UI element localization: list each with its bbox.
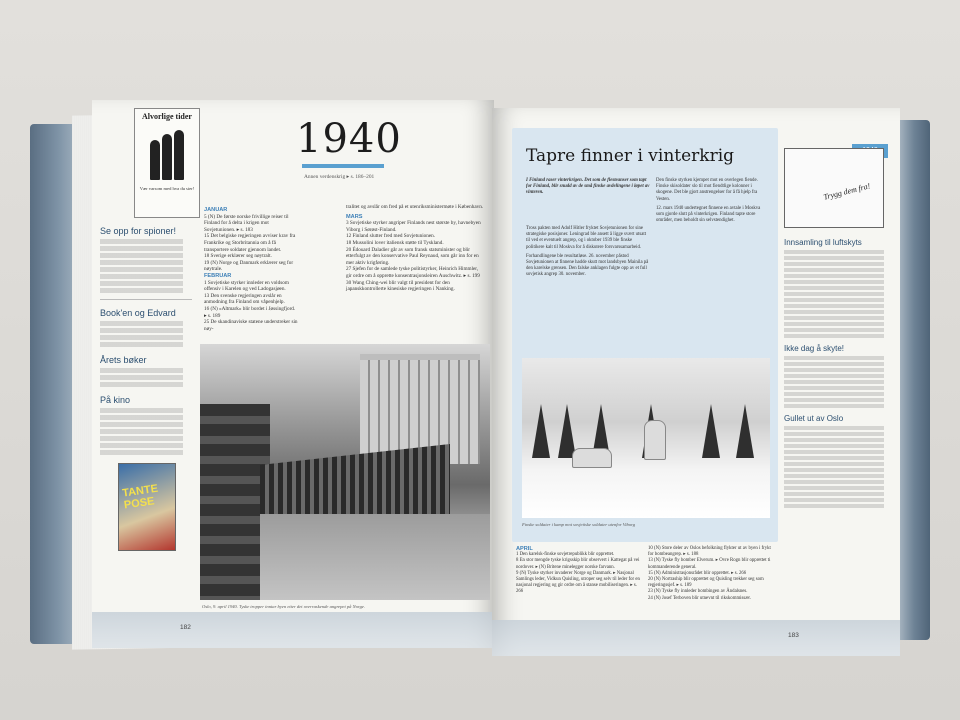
sidebar-text xyxy=(100,239,192,293)
feature-paragraph: Forhandlingene ble resultatløse. 26. november påstod Sovjetunionen at finnene hadde skutt mot landsbyen Mainila på den karelske grensen. Den falske anklagen fulgte opp av et full sovjetisk angrep 30. november. xyxy=(526,253,649,278)
left-sidebar xyxy=(100,108,195,624)
chronology-item: 1 Den karelsk-finske sovjetrepublikk blir opprettet. xyxy=(516,552,615,558)
chronology-item: 5 (N) De første norske frivillige reiser til Finland for å delta i krigen mot Sovjetunionen. ▸ s. 183 xyxy=(204,213,289,233)
feature-paragraph: Tross pakten med Adolf Hitler fryktet Sovjetunionen for sine strategiske posisjoner. Leningrad ble ansett å ligge svært utsatt til ved et eventuelt angrep, og i oktober 1939 ble finske politikere kalt til Moskva for å diskutere forsvarssamarbeid. xyxy=(526,226,647,250)
year-underline xyxy=(302,164,384,168)
photo-tree xyxy=(736,404,754,458)
feature-box xyxy=(512,128,778,542)
sidebar-text xyxy=(100,368,192,387)
photo-marching-troops xyxy=(260,444,450,514)
sidebar-heading: Innsamling til luftskyts xyxy=(784,238,862,247)
page-number: 183 xyxy=(788,632,799,639)
chronology-item: 13 (N) Tyske fly bomber Elverum. ▸ Ovre Rogn blir opprettet ti kommanderende general. xyxy=(648,558,771,570)
chronology-item: 27 Sjefen for de samlede tyske politistyrker, Heinrich Himmler, gir ordre om å opprette konsentrasjonsleiren Auschwitz. ▸ s. 199 xyxy=(346,266,480,279)
feature-title: Tapre finner i vinterkrig xyxy=(526,146,735,166)
chronology-item: 13 Den svenske regjeringen avslår en anmodning fra Finland om våpenhjelp. xyxy=(204,292,285,306)
year-heading: 1940 xyxy=(296,116,402,162)
photo-troops-oslo xyxy=(200,344,490,600)
chronology-item: 30 Wang Ching-wei blir valgt til president for den japanskkontrollerte kinesiske regjeringen i Nanking. xyxy=(346,279,455,293)
feature-paragraph: Den finske styrken kjempet mot en overlegen fiende. Finske skisoldater slo til mot fiendtlige kolonner i skogene. Det ble gjort anstrengelser for å få hjelp fra Vesten. xyxy=(656,178,758,202)
right-sidebar xyxy=(784,128,892,638)
left-page xyxy=(92,100,494,648)
year-reference: Annen verdenskrig ▸ s. 186–201 xyxy=(304,174,375,180)
photo-caption: Oslo, 9. april 1940. Tyske tropper inntar byen etter det overraskende angrepet på Norge. xyxy=(202,604,366,609)
chronology-item: 9 (N) Tyske styrker invaderer Norge og Danmark. ▸ Nasjonal Samlings leder, Vidkun Quisling, utroper seg selv til leder for en nasjonal regjering og gir ordre om å stanse mobiliseringen. ▸ s. 266 xyxy=(516,570,640,595)
chronology-item: 23 (N) Tyske fly innleder bombingen av Åndalsnes. xyxy=(648,589,748,595)
chronology-item: 18 Sverige erklærer seg nøytralt. xyxy=(204,253,272,260)
feature-lead: I Finland raser vinterkrigen. Det som de flesteanser som tapt for Finland, blir snudd av de små finske avdelingene i løpet av vinteren. xyxy=(526,178,650,196)
photo-winter-war xyxy=(522,358,770,518)
chronology-item: 18 Mussolini lover italiensk støtte til Tyskland. xyxy=(346,239,444,246)
divider xyxy=(100,299,192,300)
photo-soldier xyxy=(644,420,666,460)
chronology-item: 8 En stor mengde tyske krigsskip blir observert i Kattegat på vei nordover. ▸ (N) Britene minelegger norske farvann. xyxy=(516,558,640,570)
page-footer-strip xyxy=(92,612,494,648)
month-label: JANUAR xyxy=(204,207,228,213)
figure-silhouette xyxy=(150,140,160,180)
poster-title: Alvorlige tider xyxy=(142,112,192,121)
chronology-item: 3 Sovjetiske styrker angriper Finlands nest største by, havnebyen Viborg i Sørøst-Finland. xyxy=(346,220,481,233)
month-label: MARS xyxy=(346,213,363,220)
sidebar-heading: Book'en og Edvard xyxy=(100,308,176,318)
sidebar-heading: Årets bøker xyxy=(100,355,147,365)
chronology-column-1 xyxy=(204,204,298,273)
page-number: 182 xyxy=(180,624,191,631)
photo-caption: Finske soldater i kamp mot sovjetiske soldater utenfor Viborg xyxy=(522,522,636,527)
chronology-column-2 xyxy=(346,204,484,293)
feature-paragraph: 12. mars 1940 undertegnet finnene en avtale i Moskva som gjorde slutt på vinterkrigen. Finland tapte store områder, men beholdt sin selvstendighet. xyxy=(656,205,761,224)
chronology-column-1b xyxy=(204,270,298,332)
chronology-item: 24 (N) Josef Terboven blir utnevnt til rikskommissær. xyxy=(648,595,751,601)
photo-tree xyxy=(702,404,720,458)
feature-column-2 xyxy=(656,178,768,224)
chronology-item: 16 (N) «Altmark» blir bordet i Jøssingfjord. ▸ s. 189 xyxy=(204,305,296,319)
month-label: FEBRUAR xyxy=(204,273,232,279)
sidebar-heading: Se opp for spioner! xyxy=(100,226,177,236)
chronology-item: 15 (N) Administrasjonsrådet blir opprettet. ▸ s. 266 xyxy=(648,570,747,576)
chronology-item: 1 Sovjetiske styrker innleder en voldsom offensiv i Karelen og ved Ladogasjøen. xyxy=(204,279,289,293)
chronology-column-4 xyxy=(648,546,776,602)
sketch-illustration xyxy=(784,148,884,228)
sidebar-text xyxy=(784,356,884,408)
figure-silhouette xyxy=(174,130,184,180)
sidebar-heading: Gullet ut av Oslo xyxy=(784,414,844,423)
film-poster-title: TANTE POSE xyxy=(121,482,159,512)
photo-road xyxy=(260,514,490,600)
propaganda-poster xyxy=(134,108,200,218)
chronology-item: tralitet og avslår om fred på et utenriksministermøte i København. xyxy=(346,204,484,210)
sidebar-text xyxy=(100,408,192,455)
sidebar-text xyxy=(784,426,884,508)
poster-figures xyxy=(138,128,196,180)
chronology-item: 20 Édouard Daladier går av som fransk statsminister og blir etterfulgt av den konservative Paul Reynaud, som går inn for en mer aktiv krigføring. xyxy=(346,246,479,266)
right-page xyxy=(492,108,900,656)
sidebar-text xyxy=(784,250,884,338)
chronology-item: 19 (N) Norge og Danmark erklærer seg for nøytrale. xyxy=(204,259,294,273)
film-poster xyxy=(118,463,176,551)
sidebar-text xyxy=(100,321,192,347)
photo-soldier xyxy=(572,448,612,468)
photo-tree xyxy=(532,404,550,458)
chronology-item: 15 Det belgiske regjeringen avviser krav fra Frankrike og Storbritannia om å få transportere soldater gjennom landet. xyxy=(204,233,296,253)
month-label: APRIL xyxy=(516,546,533,552)
sketch-script-text: Trygg dem fra! xyxy=(822,181,872,202)
chronology-item: 25 De skandinaviske statene understreker sin nøy- xyxy=(204,319,298,332)
sidebar-heading: På kino xyxy=(100,395,131,405)
chronology-item: 20 (N) Nortraship blir opprettet og Quisling trekker seg som regjeringssjef. ▸ s. 189 xyxy=(648,577,764,589)
feature-column-1 xyxy=(526,226,650,279)
page-footer-strip xyxy=(492,620,900,656)
chronology-item: 12 Finland slutter fred med Sovjetunionen. xyxy=(346,233,436,240)
chronology-item: 10 (N) Store deler av Oslos befolkning flykter ut av byen i frykt for bombeangrep. ▸ s. 188 xyxy=(648,546,771,558)
sidebar-block xyxy=(784,238,884,510)
chronology-column-3 xyxy=(516,546,640,596)
sidebar-heading: Ikke dag å skyte! xyxy=(784,344,845,353)
poster-caption: Vær varsom med hva du sier! xyxy=(139,186,195,191)
figure-silhouette xyxy=(162,134,172,180)
